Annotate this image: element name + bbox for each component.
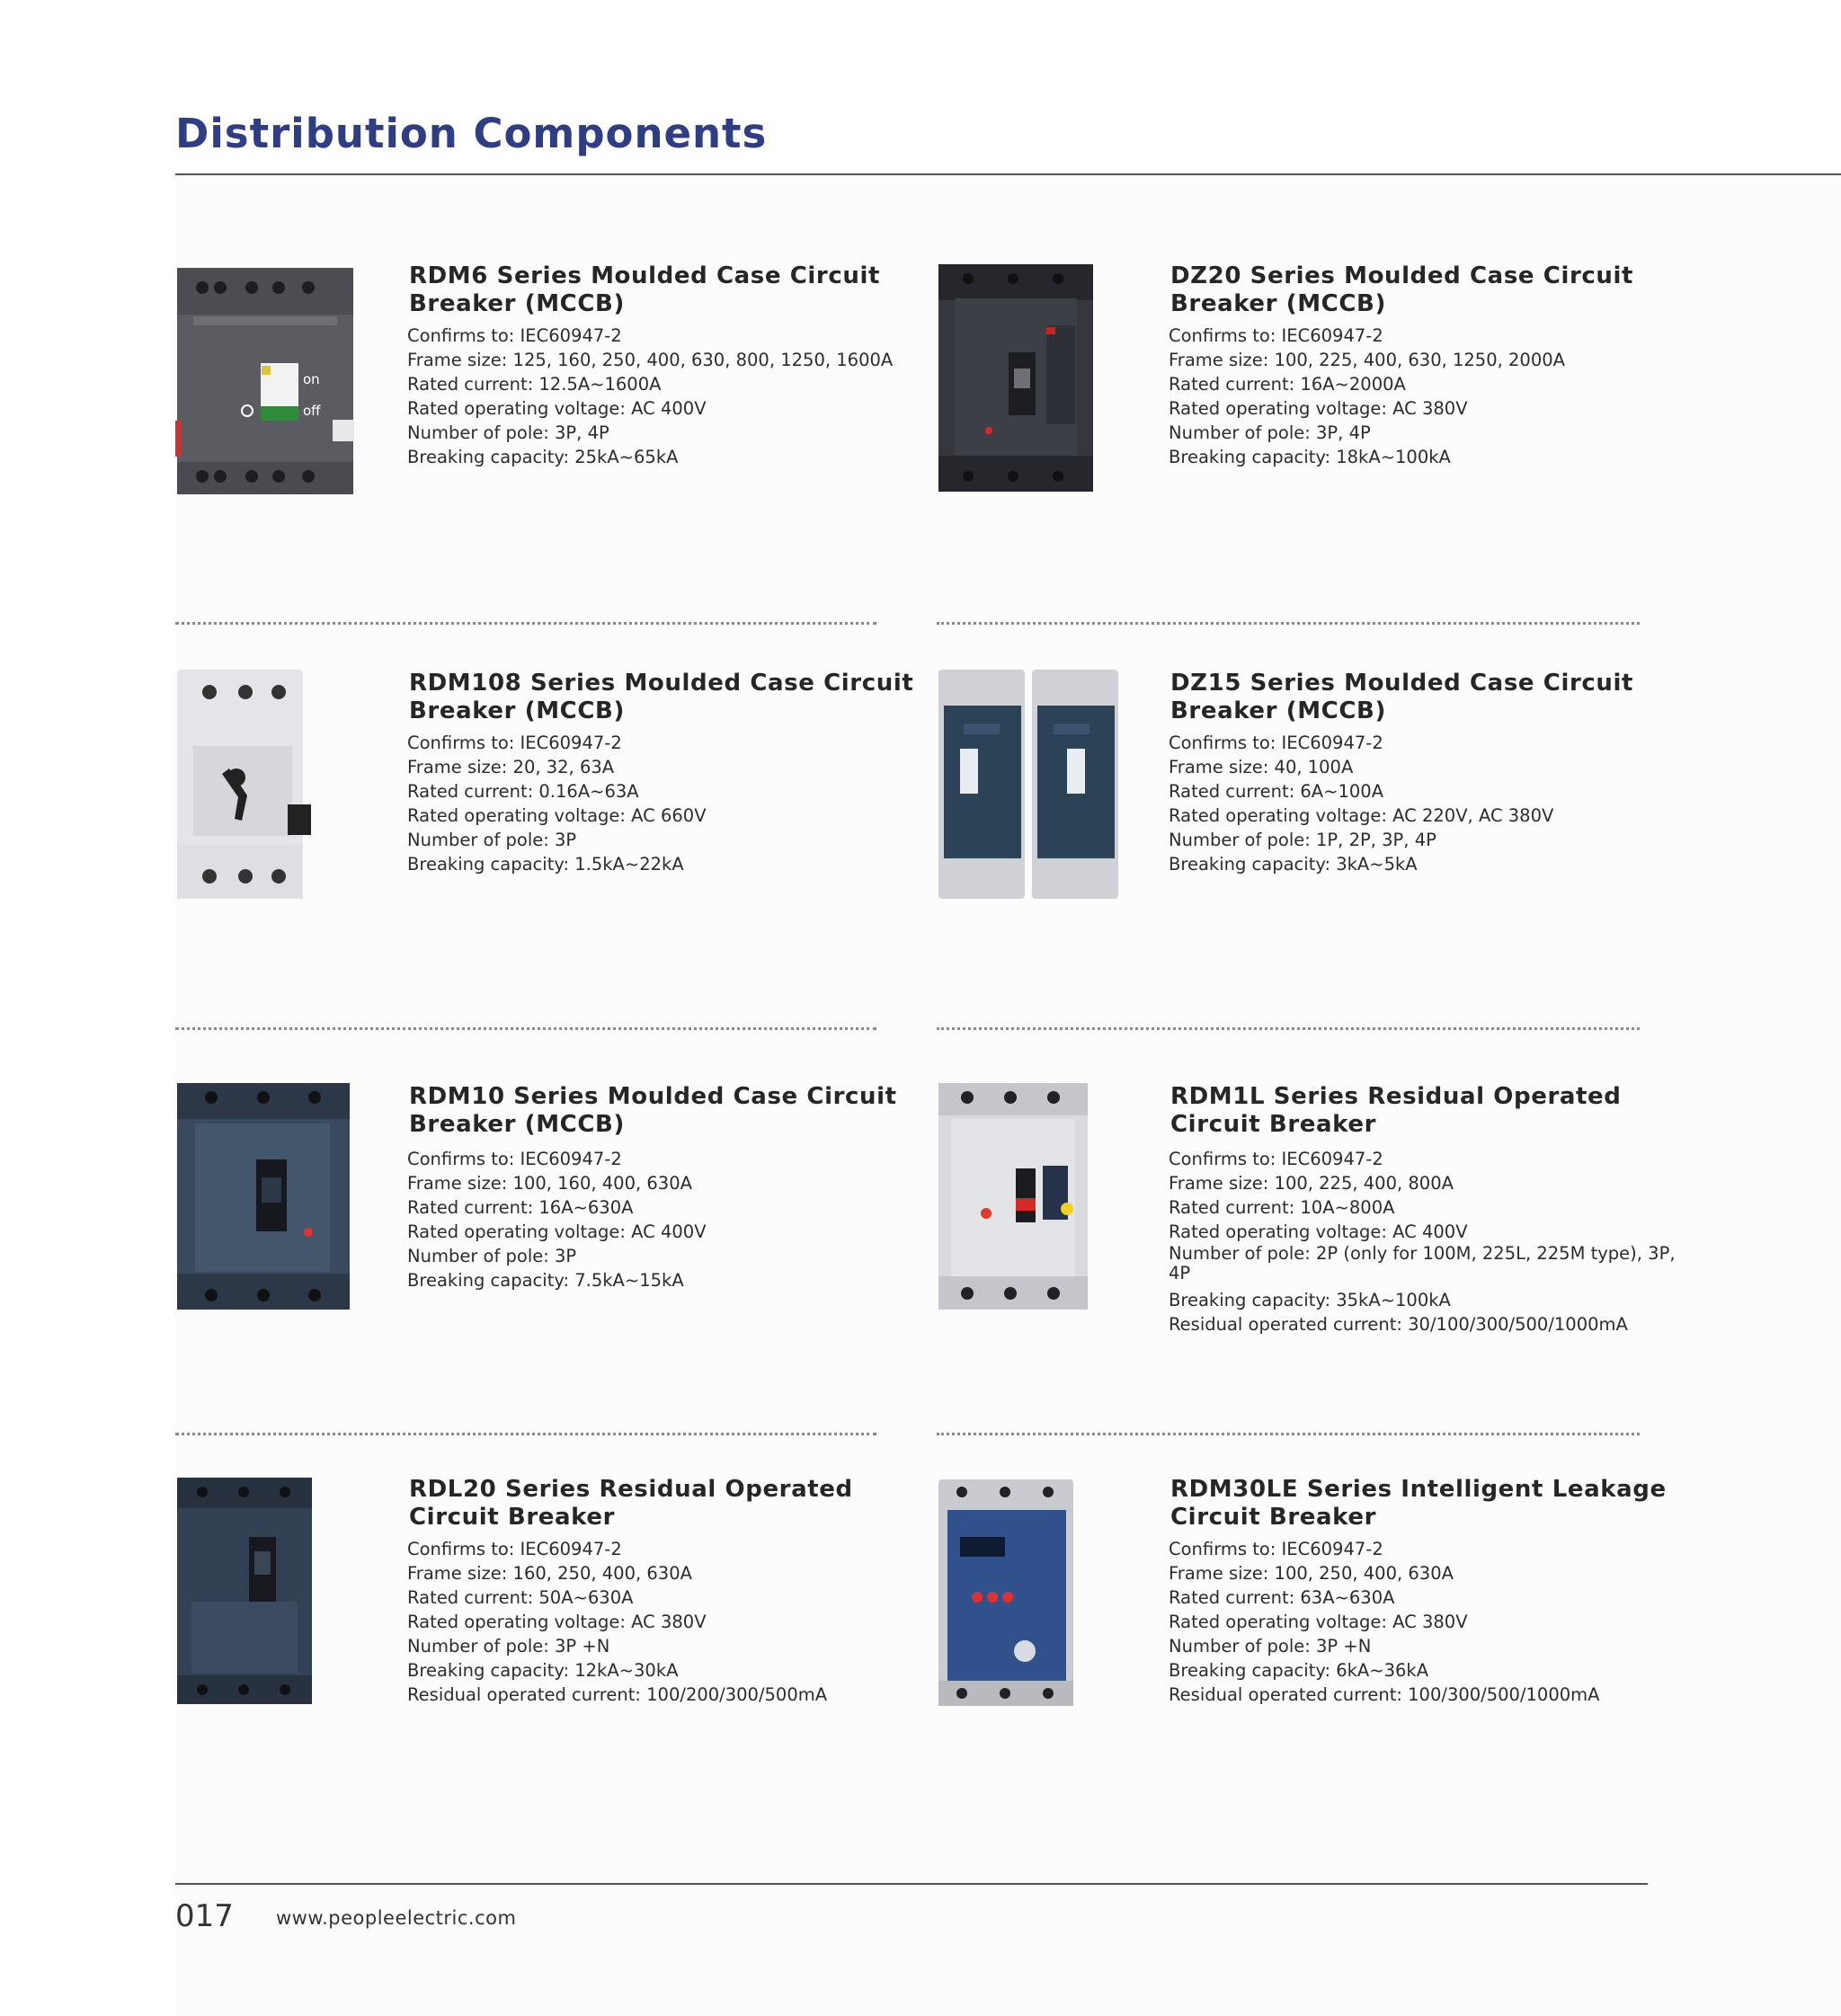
residual-breaker-navy-icon bbox=[175, 1476, 400, 1718]
spec-item: Breaking capacity: 25kA~65kA bbox=[407, 447, 679, 467]
product-rdl20 bbox=[175, 1476, 939, 1817]
spec-item: Residual operated current: 100/200/300/500mA bbox=[407, 1684, 828, 1705]
spec-item: Breaking capacity: 1.5kA~22kA bbox=[407, 854, 684, 875]
dotted-divider bbox=[937, 622, 1640, 625]
spec-item: Rated current: 50A~630A bbox=[407, 1587, 634, 1608]
mccb-dark-icon bbox=[937, 262, 1161, 505]
spec-item: Number of pole: 1P, 2P, 3P, 4P bbox=[1169, 830, 1436, 850]
spec-item: Residual operated current: 100/300/500/1000mA bbox=[1169, 1684, 1600, 1705]
product-rdm30le bbox=[937, 1476, 1701, 1817]
residual-breaker-light-icon bbox=[937, 1083, 1161, 1326]
dotted-divider bbox=[937, 1027, 1640, 1030]
product-image-rdm10 bbox=[175, 1083, 400, 1326]
spec-item: Frame size: 20, 32, 63A bbox=[407, 757, 615, 777]
product-rdm108 bbox=[175, 670, 939, 1011]
spec-item: Number of pole: 3P bbox=[407, 830, 577, 850]
product-title: DZ20 Series Moulded Case Circuit Breaker (MCCB) bbox=[1170, 262, 1634, 317]
spec-item: Frame size: 40, 100A bbox=[1169, 757, 1354, 777]
spec-item: Number of pole: 3P +N bbox=[1169, 1636, 1372, 1656]
spec-list bbox=[1169, 1537, 1701, 1707]
website-url: www.peopleelectric.com bbox=[276, 1907, 517, 1929]
spec-item: Rated operating voltage: AC 380V bbox=[1169, 398, 1468, 419]
spec-item: Rated current: 63A~630A bbox=[1169, 1587, 1395, 1608]
product-title: DZ15 Series Moulded Case Circuit Breaker (MCCB) bbox=[1170, 670, 1634, 724]
spec-list bbox=[407, 731, 939, 876]
product-rdm10 bbox=[175, 1083, 939, 1425]
spec-list bbox=[407, 1147, 939, 1292]
motor-protector-icon bbox=[175, 670, 400, 912]
product-image-rdm108 bbox=[175, 670, 400, 912]
spec-item: Confirms to: IEC60947-2 bbox=[407, 325, 622, 346]
page-title: Distribution Components bbox=[175, 110, 768, 157]
product-image-rdl20 bbox=[175, 1476, 400, 1718]
product-title: RDL20 Series Residual Operated Circuit Breaker bbox=[409, 1476, 853, 1531]
spec-item: Confirms to: IEC60947-2 bbox=[407, 1539, 622, 1559]
product-title: RDM10 Series Moulded Case Circuit Breaker (MCCB) bbox=[409, 1083, 897, 1138]
dotted-divider bbox=[175, 622, 876, 625]
spec-item: Rated current: 6A~100A bbox=[1169, 781, 1384, 802]
title-divider bbox=[175, 173, 1841, 175]
product-image-dz15 bbox=[937, 670, 1161, 912]
off-label: off bbox=[303, 403, 321, 419]
mccb-navy-icon bbox=[175, 1083, 400, 1326]
spec-item: Rated operating voltage: AC 400V bbox=[407, 398, 707, 419]
spec-list bbox=[1169, 1147, 1701, 1337]
dotted-divider bbox=[937, 1433, 1640, 1435]
product-title: RDM30LE Series Intelligent Leakage Circuit Breaker bbox=[1170, 1476, 1667, 1531]
on-label: on bbox=[303, 371, 320, 387]
footer-divider bbox=[175, 1883, 1648, 1885]
product-title: RDM1L Series Residual Operated Circuit Breaker bbox=[1170, 1083, 1622, 1138]
spec-item: Confirms to: IEC60947-2 bbox=[1169, 325, 1383, 346]
spec-item: Rated operating voltage: AC 380V bbox=[407, 1612, 707, 1632]
spec-item: Confirms to: IEC60947-2 bbox=[1169, 1539, 1383, 1559]
product-image-rdm6 bbox=[175, 262, 400, 505]
spec-item: Confirms to: IEC60947-2 bbox=[407, 733, 622, 753]
product-title: RDM108 Series Moulded Case Circuit Breaker (MCCB) bbox=[409, 670, 914, 724]
spec-item: Rated current: 16A~2000A bbox=[1169, 374, 1406, 395]
product-title: RDM6 Series Moulded Case Circuit Breaker (MCCB) bbox=[409, 262, 881, 317]
spec-list bbox=[1169, 324, 1701, 469]
mccb-grey-icon bbox=[175, 262, 400, 505]
product-image-dz20 bbox=[937, 262, 1161, 505]
spec-item: Frame size: 100, 160, 400, 630A bbox=[407, 1173, 692, 1194]
spec-item: Rated operating voltage: AC 400V bbox=[407, 1221, 707, 1242]
spec-item: Frame size: 100, 225, 400, 630, 1250, 2000A bbox=[1169, 350, 1565, 370]
spec-item: Number of pole: 2P (only for 100M, 225L, 225M type), 3P, 4P bbox=[1169, 1243, 1676, 1283]
spec-item: Rated operating voltage: AC 400V bbox=[1169, 1221, 1468, 1242]
spec-item: Frame size: 100, 225, 400, 800A bbox=[1169, 1173, 1454, 1194]
product-rdm6 bbox=[175, 262, 939, 604]
spec-item: Rated current: 16A~630A bbox=[407, 1197, 634, 1218]
spec-item: Confirms to: IEC60947-2 bbox=[1169, 733, 1383, 753]
spec-item: Rated operating voltage: AC 220V, AC 380V bbox=[1169, 805, 1554, 826]
spec-item: Number of pole: 3P, 4P bbox=[407, 422, 609, 443]
dotted-divider bbox=[175, 1027, 876, 1030]
spec-list bbox=[1169, 731, 1701, 876]
spec-item: Rated operating voltage: AC 380V bbox=[1169, 1612, 1468, 1632]
product-rdm1l bbox=[937, 1083, 1701, 1425]
spec-item: Frame size: 160, 250, 400, 630A bbox=[407, 1563, 692, 1584]
spec-item: Rated operating voltage: AC 660V bbox=[407, 805, 707, 826]
product-image-rdm30le bbox=[937, 1476, 1161, 1718]
spec-item: Breaking capacity: 3kA~5kA bbox=[1169, 854, 1418, 875]
spec-item: Breaking capacity: 18kA~100kA bbox=[1169, 447, 1451, 467]
spec-item: Number of pole: 3P, 4P bbox=[1169, 422, 1371, 443]
page-number: 017 bbox=[175, 1898, 234, 1934]
spec-item: Rated current: 0.16A~63A bbox=[407, 781, 639, 802]
spec-item: Number of pole: 3P bbox=[407, 1246, 577, 1266]
dual-breaker-icon bbox=[937, 670, 1161, 912]
spec-list bbox=[407, 1537, 939, 1707]
spec-list bbox=[407, 324, 939, 469]
spec-item: Breaking capacity: 12kA~30kA bbox=[407, 1660, 679, 1681]
spec-item: Number of pole: 3P +N bbox=[407, 1636, 610, 1656]
product-dz15 bbox=[937, 670, 1701, 1011]
product-dz20 bbox=[937, 262, 1701, 604]
dotted-divider bbox=[175, 1433, 876, 1435]
spec-item: Confirms to: IEC60947-2 bbox=[1169, 1149, 1383, 1169]
spec-item: Breaking capacity: 7.5kA~15kA bbox=[407, 1270, 684, 1291]
intelligent-leakage-breaker-icon bbox=[937, 1476, 1161, 1718]
spec-item: Rated current: 10A~800A bbox=[1169, 1197, 1395, 1218]
spec-item: Confirms to: IEC60947-2 bbox=[407, 1149, 622, 1169]
spec-item: Rated current: 12.5A~1600A bbox=[407, 374, 662, 395]
spec-item: Breaking capacity: 35kA~100kA bbox=[1169, 1290, 1451, 1310]
spec-item: Breaking capacity: 6kA~36kA bbox=[1169, 1660, 1429, 1681]
product-image-rdm1l bbox=[937, 1083, 1161, 1326]
spec-item: Frame size: 125, 160, 250, 400, 630, 800, 1250, 1600A bbox=[407, 350, 894, 370]
spec-item: Frame size: 100, 250, 400, 630A bbox=[1169, 1563, 1454, 1584]
spec-item: Residual operated current: 30/100/300/500/1000mA bbox=[1169, 1314, 1628, 1335]
